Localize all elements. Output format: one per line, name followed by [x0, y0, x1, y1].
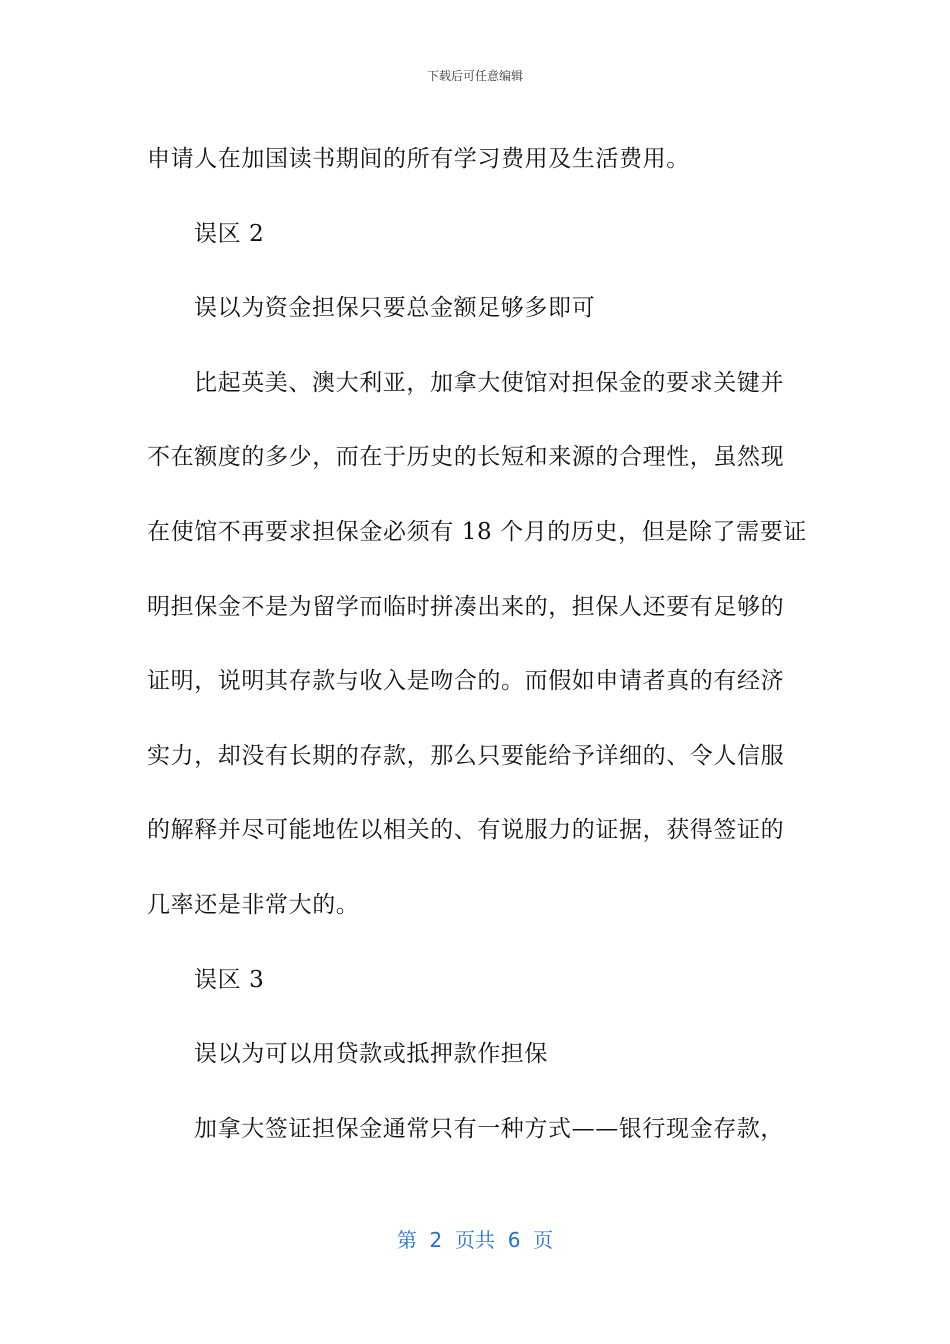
paragraph-line: 比起英美、澳大利亚，加拿大使馆对担保金的要求关键并 — [194, 369, 784, 396]
paragraph-line: 加拿大签证担保金通常只有一种方式——银行现金存款， — [194, 1115, 784, 1142]
paragraph-line: 证明，说明其存款与收入是吻合的。而假如申请者真的有经济 — [147, 668, 785, 695]
section-heading: 误区 2 — [194, 220, 265, 247]
paragraph-line: 实力，却没有长期的存款，那么只要能给予详细的、令人信服 — [147, 742, 785, 769]
document-body — [147, 122, 807, 1166]
section-subtitle: 误以为资金担保只要总金额足够多即可 — [194, 295, 596, 322]
paragraph-line: 申请人在加国读书期间的所有学习费用及生活费用。 — [147, 146, 690, 172]
page-number-footer: 第 2 页共 6 页 — [396, 1228, 554, 1252]
paragraph-line: 不在额度的多少，而在于历史的长短和来源的合理性，虽然现 — [147, 444, 785, 471]
paragraph-line: 明担保金不是为留学而临时拼凑出来的，担保人还要有足够的 — [147, 593, 785, 620]
paragraph-line: 几率还是非常大的。 — [147, 891, 360, 918]
section-subtitle: 误以为可以用贷款或抵押款作担保 — [194, 1041, 548, 1068]
paragraph-line: 的解释并尽可能地佐以相关的、有说服力的证据，获得签证的 — [147, 817, 785, 844]
header-note: 下载后可任意编辑 — [426, 69, 523, 83]
paragraph-line: 在使馆不再要求担保金必须有 18 个月的历史，但是除了需要证 — [147, 518, 807, 545]
section-heading: 误区 3 — [194, 966, 265, 993]
